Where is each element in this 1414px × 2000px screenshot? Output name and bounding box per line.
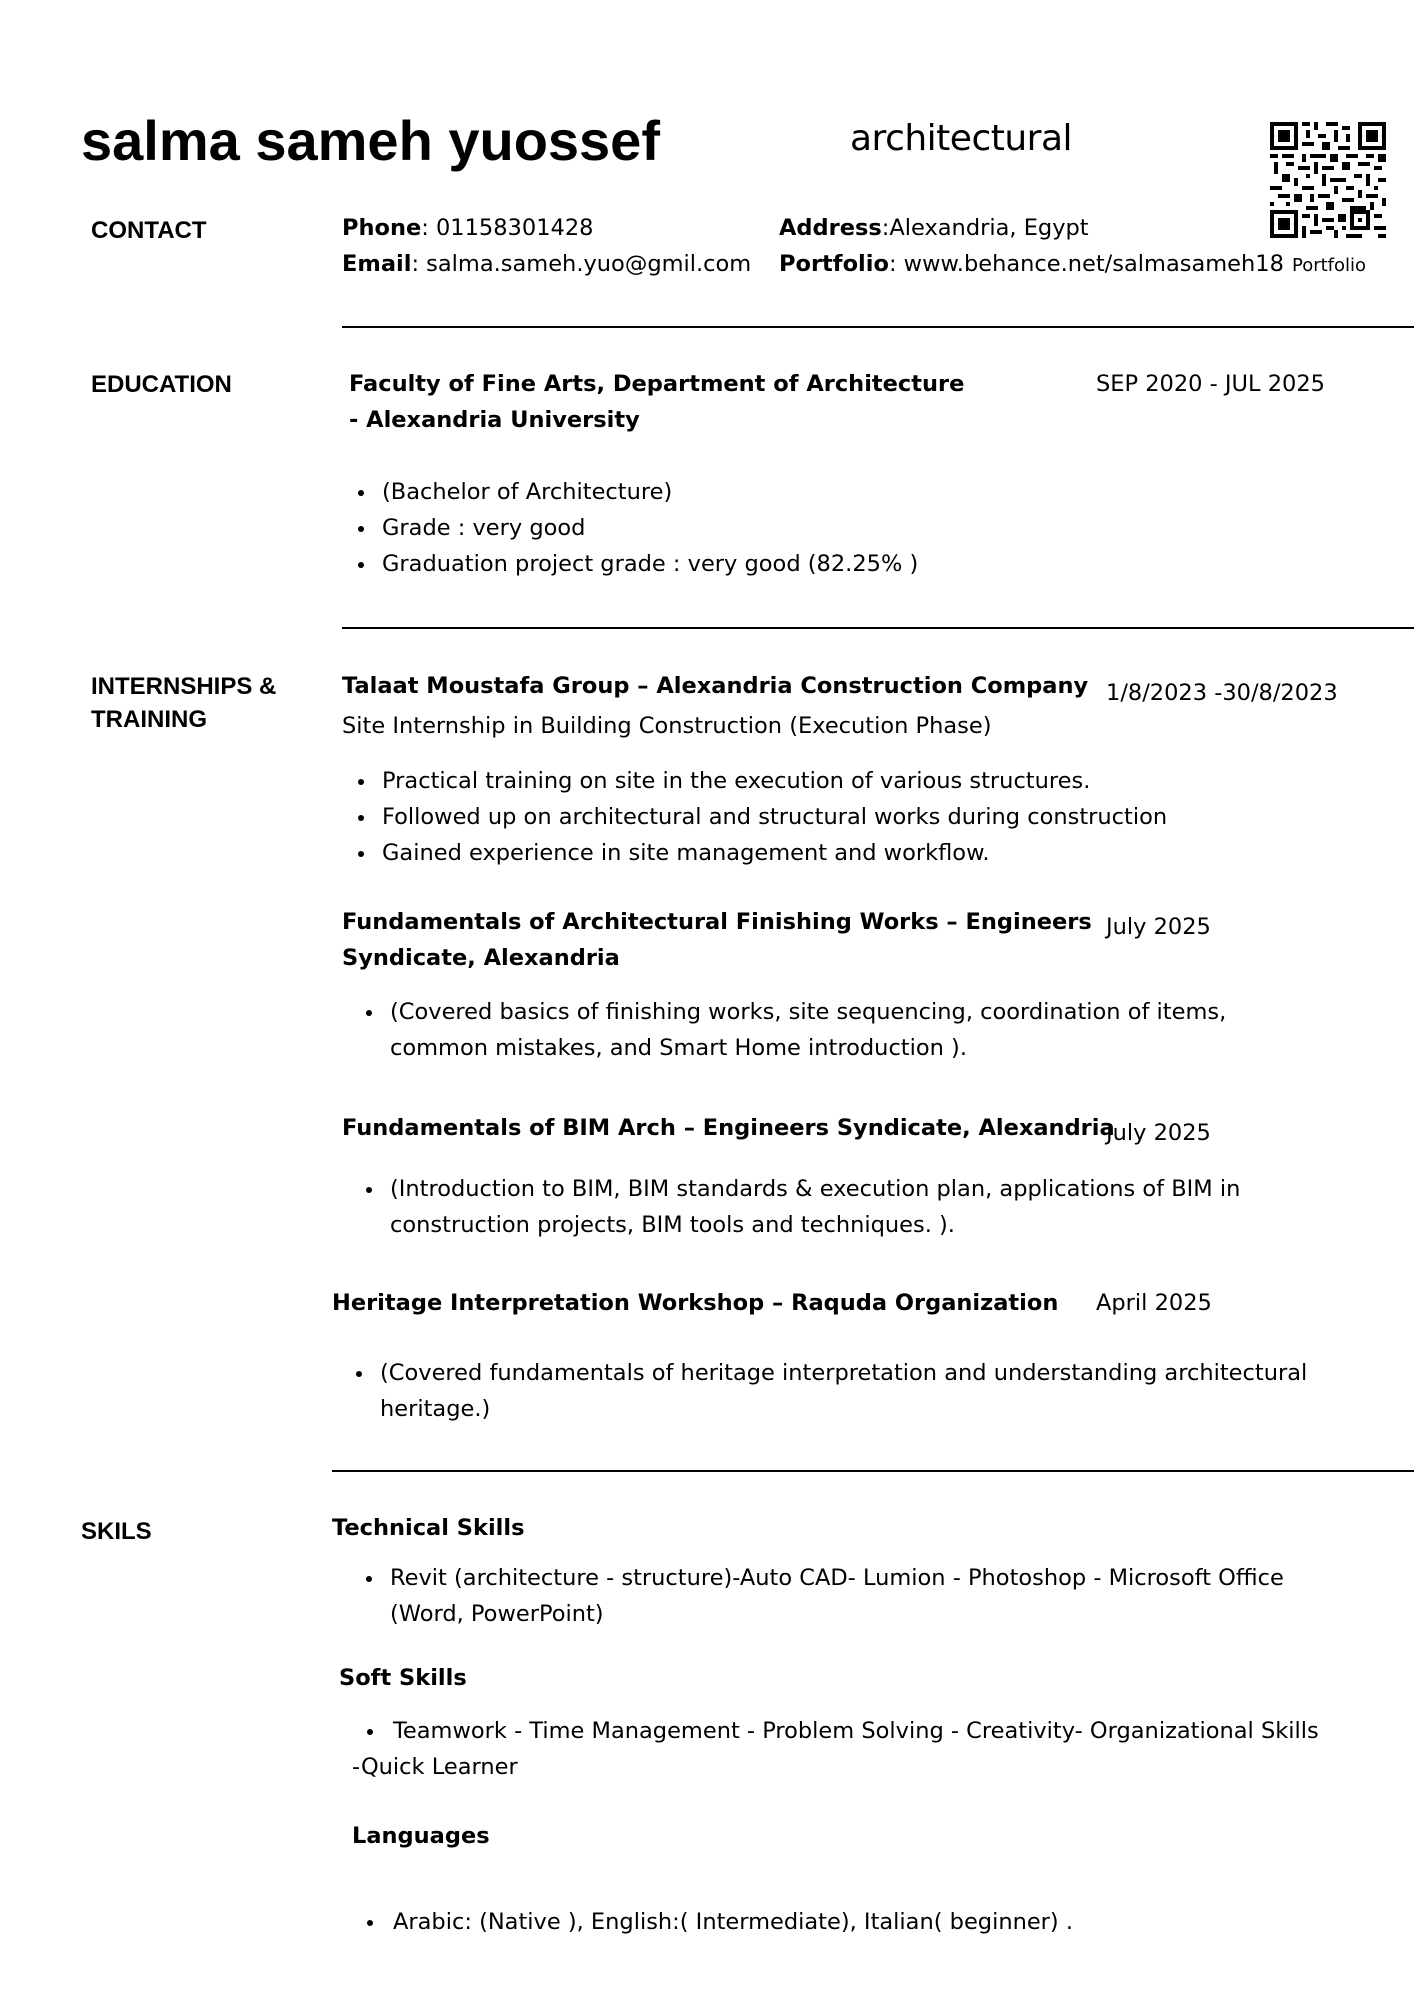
soft-skills-title: Soft Skills xyxy=(339,1665,467,1691)
bullet-dot xyxy=(366,1010,372,1016)
skills-heading: SKILS xyxy=(81,1518,152,1545)
bullet-dot xyxy=(358,526,364,532)
education-school xyxy=(349,366,964,438)
bullet-dot xyxy=(356,1371,362,1377)
languages-line: Arabic: (Native ), English:( Intermediate), Italian( beginner) . xyxy=(393,1909,1074,1935)
internship-bullet xyxy=(390,1171,1240,1243)
education-school-line-2: - Alexandria University xyxy=(349,407,640,433)
phone-value: : 01158301428 xyxy=(421,215,594,241)
internship-bullet-line-2: heritage.) xyxy=(380,1396,491,1422)
internship-bullet: Gained experience in site management and workflow. xyxy=(382,840,990,866)
education-school-line-1: Faculty of Fine Arts, Department of Architecture xyxy=(349,371,965,397)
bullet-dot xyxy=(358,562,364,568)
divider xyxy=(332,1470,1414,1472)
internship-dates: April 2025 xyxy=(1096,1290,1212,1316)
internship-bullet-line-2: common mistakes, and Smart Home introduction ). xyxy=(390,1035,967,1061)
internship-bullet-line-2: construction projects, BIM tools and techniques. ). xyxy=(390,1212,955,1238)
internship-title: Heritage Interpretation Workshop – Raquda Organization xyxy=(332,1290,1059,1316)
internships-heading-line-2: TRAINING xyxy=(91,706,207,733)
education-bullet: Graduation project grade : very good (82.25% ) xyxy=(382,551,919,577)
technical-skills-line-1: Revit (architecture - structure)-Auto CAD- Lumion - Photoshop - Microsoft Office xyxy=(390,1565,1284,1591)
email-value[interactable]: : salma.sameh.yuo@gmil.com xyxy=(411,251,752,277)
internship-bullet-line-1: (Introduction to BIM, BIM standards & execution plan, applications of BIM in xyxy=(390,1176,1241,1202)
candidate-name: salma sameh yuossef xyxy=(81,109,660,172)
internship-dates: July 2025 xyxy=(1106,1120,1211,1146)
internship-subtitle: Site Internship in Building Construction (Execution Phase) xyxy=(342,713,992,739)
languages-title: Languages xyxy=(352,1823,490,1849)
bullet-dot xyxy=(366,1187,372,1193)
internship-dates: July 2025 xyxy=(1106,914,1211,940)
email-line xyxy=(342,246,751,282)
internship-title-line-1: Fundamentals of Architectural Finishing Works – Engineers xyxy=(342,909,1092,935)
internships-heading-line-1: INTERNSHIPS & xyxy=(91,673,277,700)
bullet-dot xyxy=(366,1576,372,1582)
address-line xyxy=(779,210,1089,246)
technical-skills-line-2: (Word, PowerPoint) xyxy=(390,1601,604,1627)
address-value: :Alexandria, Egypt xyxy=(881,215,1089,241)
portfolio-line xyxy=(779,246,1284,282)
bullet-dot xyxy=(367,1920,373,1926)
portfolio-link[interactable]: : www.behance.net/salmasameh18 xyxy=(888,251,1284,277)
internship-title: Fundamentals of BIM Arch – Engineers Syndicate, Alexandria xyxy=(342,1115,1115,1141)
contact-heading: CONTACT xyxy=(91,217,207,244)
internship-dates: 1/8/2023 -30/8/2023 xyxy=(1106,680,1338,706)
internship-title xyxy=(342,904,1092,976)
soft-skills-line-1: Teamwork - Time Management - Problem Solving - Creativity- Organizational Skills xyxy=(393,1718,1319,1744)
internship-title-line-2: Syndicate, Alexandria xyxy=(342,945,620,971)
divider xyxy=(342,627,1414,629)
portfolio-label: Portfolio xyxy=(779,251,889,277)
address-label: Address xyxy=(779,215,882,241)
internship-title: Talaat Moustafa Group – Alexandria Construction Company xyxy=(342,673,1089,699)
internships-heading xyxy=(91,670,276,736)
bullet-dot xyxy=(358,851,364,857)
education-bullet: (Bachelor of Architecture) xyxy=(382,479,673,505)
technical-skills-title: Technical Skills xyxy=(332,1515,525,1541)
technical-skills-list xyxy=(390,1560,1284,1632)
email-label: Email xyxy=(342,251,412,277)
qr-label: Portfolio xyxy=(1292,255,1367,276)
soft-skills-line-2: -Quick Learner xyxy=(352,1754,518,1780)
portfolio-qr-code-icon xyxy=(1270,122,1386,238)
education-heading: EDUCATION xyxy=(91,371,232,398)
internship-bullet xyxy=(390,994,1226,1066)
internship-bullet-line-1: (Covered basics of finishing works, site sequencing, coordination of items, xyxy=(390,999,1227,1025)
divider xyxy=(342,326,1414,328)
bullet-dot xyxy=(358,490,364,496)
internship-bullet-line-1: (Covered fundamentals of heritage interpretation and understanding architectural xyxy=(380,1360,1308,1386)
candidate-role: architectural xyxy=(850,118,1073,159)
phone-line xyxy=(342,210,593,246)
education-bullet: Grade : very good xyxy=(382,515,586,541)
bullet-dot xyxy=(367,1729,373,1735)
internship-bullet xyxy=(380,1355,1307,1427)
bullet-dot xyxy=(358,779,364,785)
bullet-dot xyxy=(358,815,364,821)
education-dates: SEP 2020 - JUL 2025 xyxy=(1096,371,1325,397)
phone-label: Phone xyxy=(342,215,422,241)
internship-bullet: Practical training on site in the execution of various structures. xyxy=(382,768,1091,794)
internship-bullet: Followed up on architectural and structural works during construction xyxy=(382,804,1168,830)
